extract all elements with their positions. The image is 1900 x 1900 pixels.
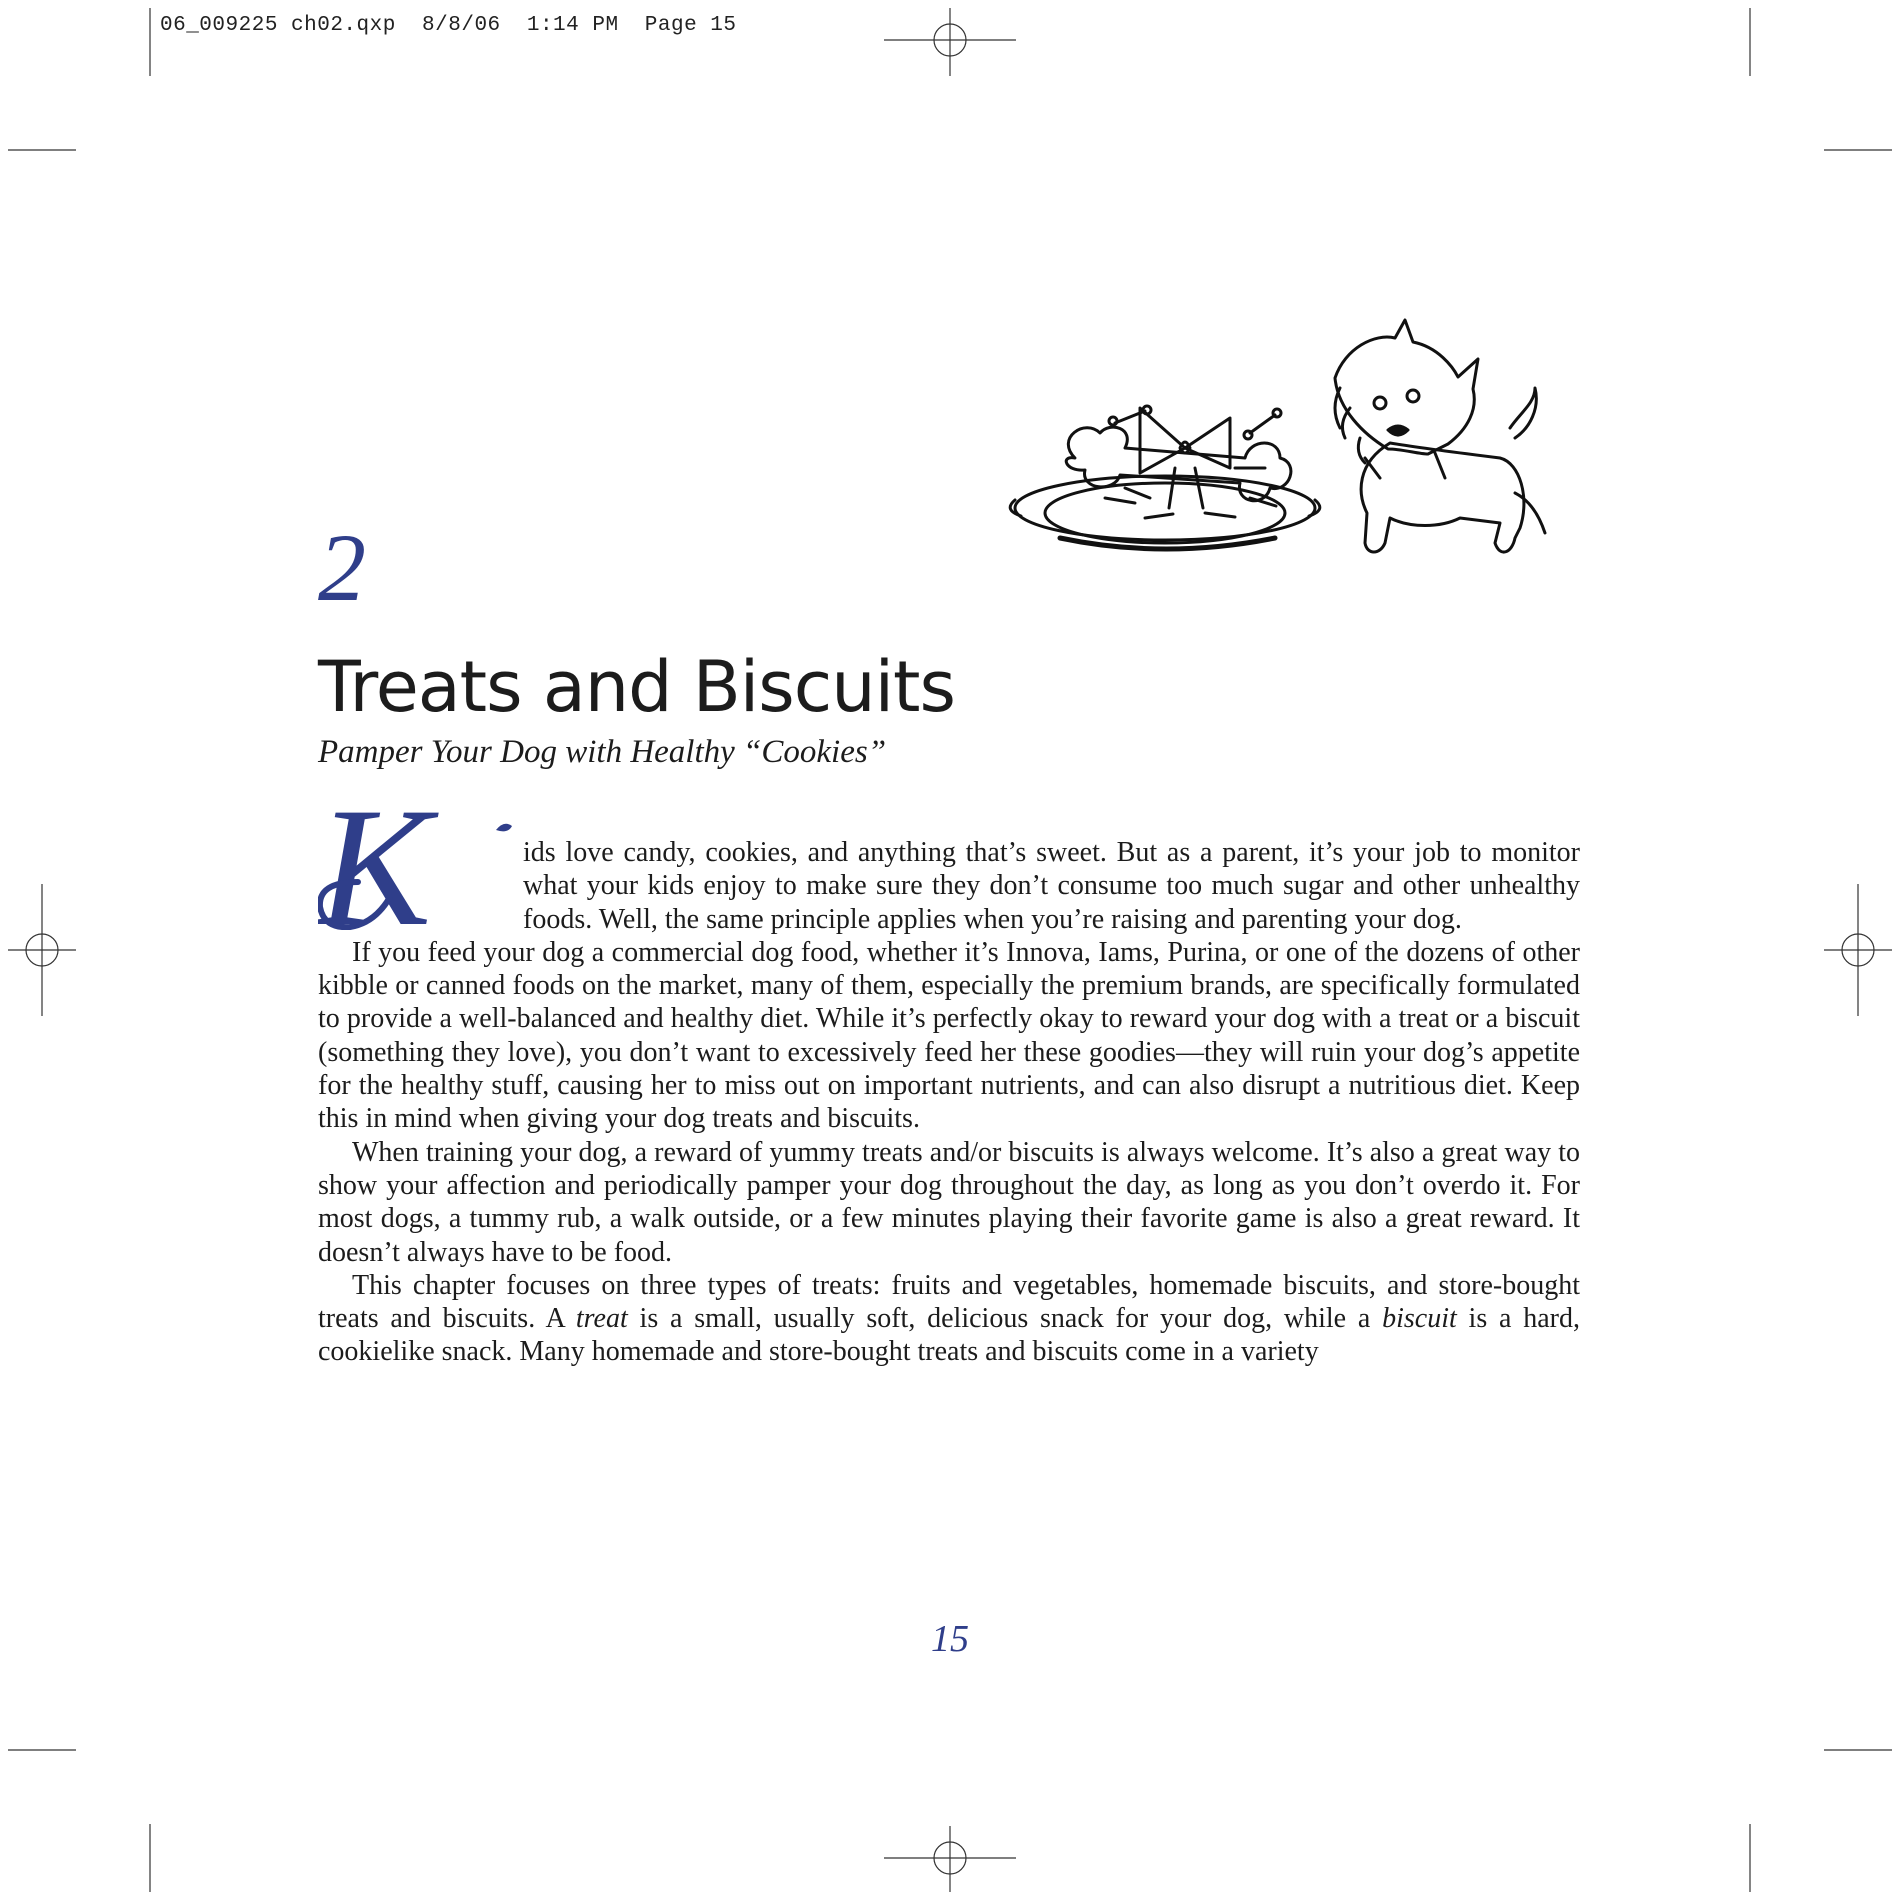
- paragraph-4: [318, 1269, 1580, 1369]
- dog-with-treat-platter-illustration: [1005, 318, 1585, 578]
- dog-head: [1335, 320, 1478, 454]
- chapter-body: [318, 812, 1580, 1369]
- bone-shape: [1066, 427, 1291, 501]
- paragraph-1: [318, 812, 1580, 936]
- dog-body: [1361, 443, 1524, 552]
- paragraph-2: If you feed your dog a commercial dog food, whether it’s Innova, Iams, Purina, or one of the dozens of other kibble or canned foods on the market, many of them, especially the premium brands, are specifically formulated to provide a well-balanced and healthy diet. While it’s perfectly okay to reward your dog with a treat or a biscuit (something they love), you don’t want to excessively feed her these goodies—they will ruin your dog’s appetite for the healthy stuff, causing her to miss out on important nutrients, and can also disrupt a nutritious diet. Keep this in mind when giving your dog treats and biscuits.: [318, 936, 1580, 1135]
- term-treat: treat: [575, 1303, 628, 1335]
- paragraph-4-part-a: This chapter focuses on three types of treats: fruits and vegetables, homemade biscuits, and store-bought treats and biscuits. A: [318, 1269, 1580, 1335]
- paragraph-3: When training your dog, a reward of yummy treats and/or biscuits is always welcome. It’s also a great way to show your affection and periodically pamper your dog throughout the day, as long as you don’t overdo it. For most dogs, a tummy rub, a walk outside, or a few minutes playing their favorite game is also a great reward. It doesn’t always have to be food.: [318, 1136, 1580, 1268]
- chapter-number: 2: [318, 514, 366, 621]
- chapter-subtitle: Pamper Your Dog with Healthy “Cookies”: [318, 734, 887, 770]
- page-number: 15: [931, 1618, 969, 1660]
- drop-cap-k: [318, 812, 523, 930]
- chapter-title: Treats and Biscuits: [318, 646, 955, 728]
- paragraph-4-part-c: is a hard, cookielike snack. Many homemade and store-bought treats and biscuits come in a variety: [318, 1303, 1580, 1368]
- print-slug-line: 06_009225 ch02.qxp 8/8/06 1:14 PM Page 15: [160, 14, 737, 37]
- paragraph-1-text: ids love candy, cookies, and anything that’s sweet. But as a parent, it’s your job to monitor what your kids enjoy to make sure they don’t consume too much sugar and other unhealthy foods. Well, the same principle applies when you’re raising and parenting your dog.: [523, 837, 1580, 935]
- svg-text:K: K: [318, 812, 432, 930]
- paragraph-4-part-b: is a small, usually soft, delicious snack for your dog, while a: [627, 1303, 1383, 1335]
- platter-shape: [1015, 476, 1315, 540]
- term-biscuit: biscuit: [1382, 1303, 1457, 1335]
